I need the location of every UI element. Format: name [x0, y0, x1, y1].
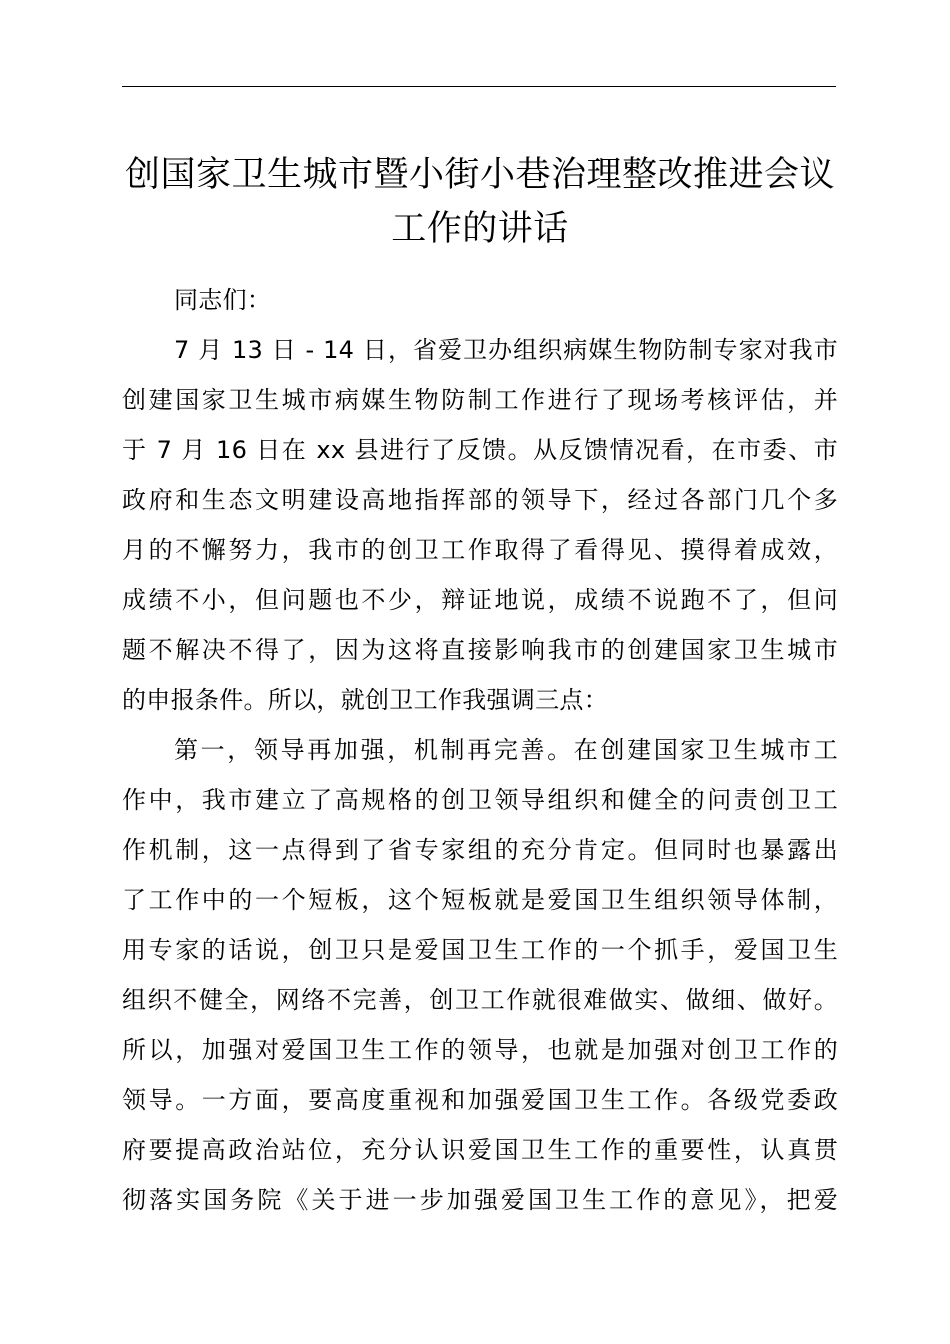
body-line: 成绩不小，但问题也不少，辩证地说，成绩不说跑不了，但问: [122, 586, 838, 614]
body-line: 题不解决不得了，因为这将直接影响我市的创建国家卫生城市: [122, 636, 838, 664]
body-line: 用专家的话说，创卫只是爱国卫生工作的一个抓手，爱国卫生: [122, 936, 838, 964]
body-line: 创建国家卫生城市病媒生物防制工作进行了现场考核评估，并: [122, 386, 838, 414]
body-line: 第一，领导再加强，机制再完善。在创建国家卫生城市工: [174, 736, 838, 764]
title-line: 工作的讲话: [391, 209, 569, 249]
body-line: 了工作中的一个短板，这个短板就是爱国卫生组织领导体制，: [122, 886, 838, 914]
document-title: [110, 148, 850, 256]
body-line: 作机制，这一点得到了省专家组的充分肯定。但同时也暴露出: [122, 836, 838, 864]
title-line: 创国家卫生城市暨小街小巷治理整改推进会议: [124, 155, 835, 195]
body-line: 的申报条件。所以，就创卫工作我强调三点：: [122, 686, 608, 714]
body-line: 政府和生态文明建设高地指挥部的领导下，经过各部门几个多: [122, 486, 838, 514]
body-line: 组织不健全，网络不完善，创卫工作就很难做实、做细、做好。: [122, 986, 838, 1014]
body-line: 月的不懈努力，我市的创卫工作取得了看得见、摸得着成效，: [122, 536, 838, 564]
document-body: [122, 275, 838, 1225]
body-line: 7 月 13 日 - 14 日，省爱卫办组织病媒生物防制专家对我市: [174, 336, 838, 364]
body-line: 彻落实国务院《关于进一步加强爱国卫生工作的意见》，把爱: [122, 1186, 838, 1214]
body-line: 作中，我市建立了高规格的创卫领导组织和健全的问责创卫工: [122, 786, 838, 814]
body-line: 府要提高政治站位，充分认识爱国卫生工作的重要性，认真贯: [122, 1136, 838, 1164]
body-line: 于 7 月 16 日在 xx 县进行了反馈。从反馈情况看，在市委、市: [122, 436, 838, 464]
body-line: 领导。一方面，要高度重视和加强爱国卫生工作。各级党委政: [122, 1086, 838, 1114]
header-rule: [122, 86, 836, 87]
body-line: 所以，加强对爱国卫生工作的领导，也就是加强对创卫工作的: [122, 1036, 838, 1064]
body-line: 同志们：: [174, 286, 272, 314]
